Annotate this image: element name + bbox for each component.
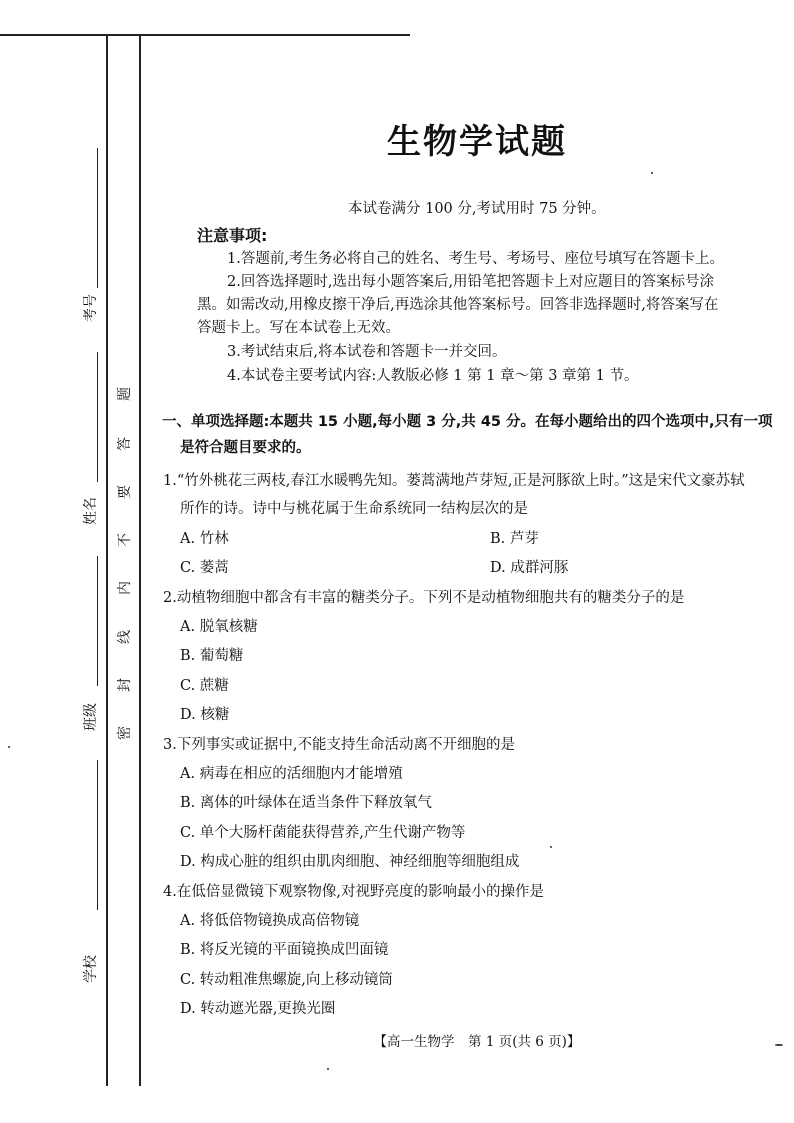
seal-char: 答 xyxy=(117,437,133,451)
notice-line: 4.本试卷主要考试内容:人教版必修 1 第 1 章～第 3 章第 1 节。 xyxy=(227,368,639,384)
question-4-stem: 4.在低倍显微镜下观察物像,对视野亮度的影响最小的操作是 xyxy=(163,884,544,900)
scan-speck xyxy=(550,846,552,848)
question-3-stem: 3.下列事实或证据中,不能支持生命活动离不开细胞的是 xyxy=(163,737,515,753)
top-border-line xyxy=(0,34,410,36)
class-underline xyxy=(97,556,98,686)
binding-strip-outer-line xyxy=(106,36,108,1086)
school-label: 学校 xyxy=(83,955,99,983)
scan-speck xyxy=(8,746,10,748)
question-1-option-b: B. 芦芽 xyxy=(490,531,539,547)
question-1-option-d: D. 成群河豚 xyxy=(490,560,569,576)
question-4-option-a: A. 将低倍物镜换成高倍物镜 xyxy=(180,913,360,929)
section-heading-cont: 是符合题目要求的。 xyxy=(180,440,311,456)
question-4-option-d: D. 转动遮光器,更换光圈 xyxy=(180,1001,336,1017)
notice-line: 2.回答选择题时,选出每小题答案后,用铅笔把答题卡上对应题目的答案标号涂 xyxy=(227,274,715,290)
question-3-option-a: A. 病毒在相应的活细胞内才能增殖 xyxy=(180,766,403,782)
notice-heading: 注意事项: xyxy=(197,226,268,245)
question-2-option-b: B. 葡萄糖 xyxy=(180,648,244,664)
question-3-option-d: D. 构成心脏的组织由肌肉细胞、神经细胞等细胞组成 xyxy=(180,854,520,870)
name-label: 姓名 xyxy=(83,497,99,525)
notice-line: 答题卡上。写在本试卷上无效。 xyxy=(197,320,400,336)
seal-char: 题 xyxy=(117,387,133,401)
notice-line: 黑。如需改动,用橡皮擦干净后,再选涂其他答案标号。回答非选择题时,将答案写在 xyxy=(197,297,719,313)
exam-no-label: 考号 xyxy=(83,294,99,322)
notice-line: 1.答题前,考生务必将自己的姓名、考生号、考场号、座位号填写在答题卡上。 xyxy=(227,251,724,267)
scan-speck xyxy=(651,172,653,174)
question-2-option-c: C. 蔗糖 xyxy=(180,678,229,694)
seal-char: 内 xyxy=(117,581,133,595)
exam-intro: 本试卷满分 100 分,考试用时 75 分钟。 xyxy=(348,201,606,217)
question-2-stem: 2.动植物细胞中都含有丰富的糖类分子。下列不是动植物细胞共有的糖类分子的是 xyxy=(163,590,685,606)
name-underline xyxy=(97,352,98,482)
seal-char: 密 xyxy=(117,726,133,740)
question-4-option-c: C. 转动粗准焦螺旋,向上移动镜筒 xyxy=(180,972,393,988)
question-1-stem: 1.“竹外桃花三两枝,春江水暖鸭先知。蒌蒿满地芦芽短,正是河豚欲上时。”这是宋代文豪苏轼 xyxy=(163,473,745,489)
seal-char: 线 xyxy=(117,630,133,644)
question-4-option-b: B. 将反光镜的平面镜换成凹面镜 xyxy=(180,942,389,958)
question-3-option-c: C. 单个大肠杆菌能获得营养,产生代谢产物等 xyxy=(180,825,466,841)
section-heading: 一、单项选择题:本题共 15 小题,每小题 3 分,共 45 分。在每小题给出的四个选项中,只有一项 xyxy=(162,414,773,430)
question-2-option-d: D. 核糖 xyxy=(180,707,230,723)
seal-char: 要 xyxy=(117,485,133,499)
question-3-option-b: B. 离体的叶绿体在适当条件下释放氧气 xyxy=(180,795,432,811)
question-1-option-a: A. 竹林 xyxy=(180,531,229,547)
question-1-option-c: C. 蒌蒿 xyxy=(180,560,229,576)
page-footer: 【高一生物学 第 1 页(共 6 页)】 xyxy=(373,1034,581,1050)
seal-char: 封 xyxy=(117,678,133,692)
scan-speck xyxy=(327,1068,329,1070)
binding-strip-inner-line xyxy=(139,36,141,1086)
notice-line: 3.考试结束后,将本试卷和答题卡一并交回。 xyxy=(227,344,507,360)
page-title: 生物学试题 xyxy=(387,122,567,162)
exam-no-underline xyxy=(97,148,98,288)
scan-speck xyxy=(775,1044,783,1046)
seal-char: 不 xyxy=(117,533,133,547)
question-2-option-a: A. 脱氧核糖 xyxy=(180,619,258,635)
class-label: 班级 xyxy=(83,703,99,731)
school-underline xyxy=(97,760,98,910)
question-1-stem-cont: 所作的诗。诗中与桃花属于生命系统同一结构层次的是 xyxy=(180,501,528,517)
